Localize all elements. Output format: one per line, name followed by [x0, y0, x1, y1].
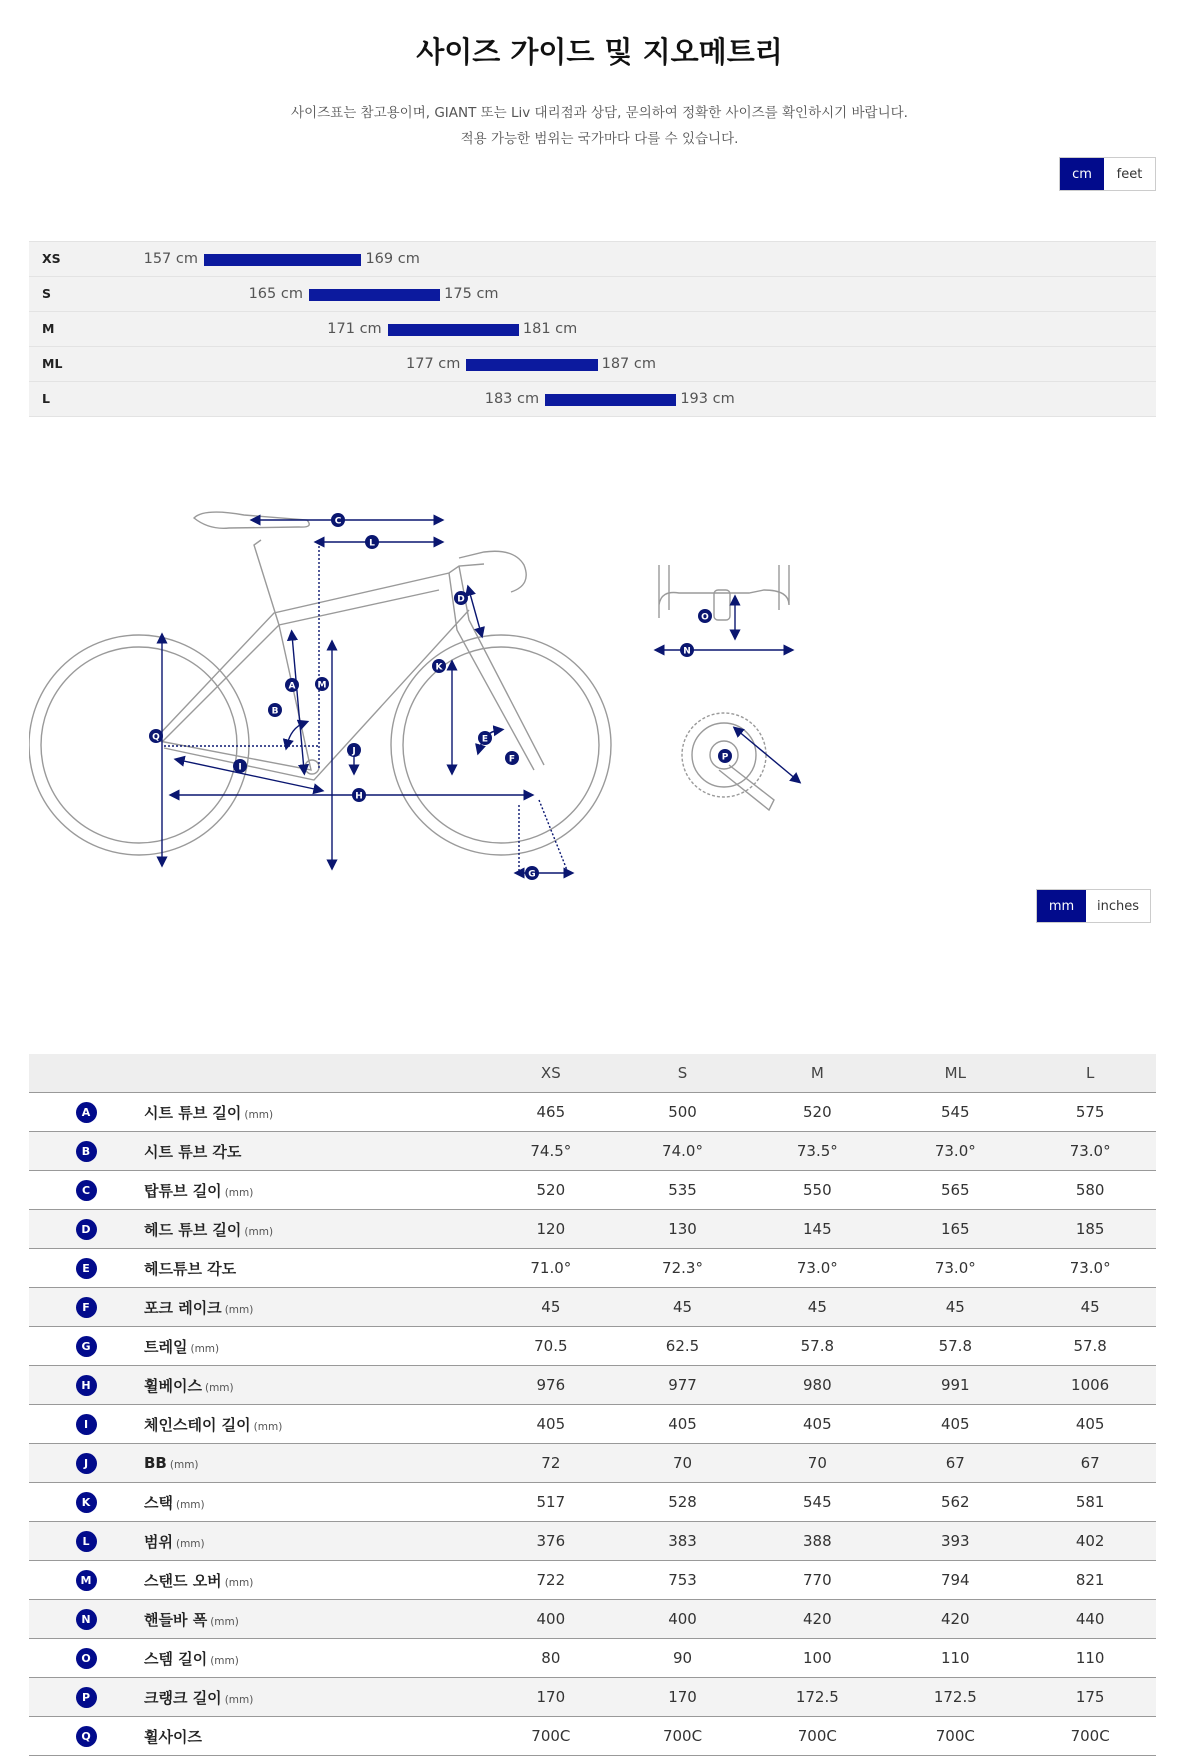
- svg-text:K: K: [435, 662, 443, 673]
- geometry-value: 71.0°: [485, 1249, 617, 1288]
- geometry-unit-toggle: [1036, 889, 1151, 923]
- geometry-value: 100: [748, 1639, 886, 1678]
- unit-label: (mm): [224, 1186, 254, 1199]
- geometry-value: 405: [886, 1405, 1024, 1444]
- geometry-row: [29, 1444, 1156, 1483]
- geometry-value: 562: [886, 1483, 1024, 1522]
- column-header: L: [1024, 1054, 1156, 1093]
- unit-label: (mm): [244, 1225, 274, 1238]
- geometry-row: [29, 1132, 1156, 1171]
- geometry-value: 535: [617, 1171, 749, 1210]
- diagram-badge-c: [331, 513, 345, 527]
- geometry-table-header: [29, 1054, 1156, 1093]
- geometry-row: [29, 1600, 1156, 1639]
- geometry-value: 45: [485, 1288, 617, 1327]
- unit-label: (mm): [204, 1381, 234, 1394]
- geometry-row: [29, 1210, 1156, 1249]
- geometry-value: 170: [485, 1678, 617, 1717]
- geometry-value: 70: [748, 1444, 886, 1483]
- geometry-value: 74.0°: [617, 1132, 749, 1171]
- geometry-value: 977: [617, 1366, 749, 1405]
- size-label: M: [42, 321, 55, 336]
- measure-badge: N: [76, 1609, 97, 1630]
- geometry-row: [29, 1678, 1156, 1717]
- unit-label: (mm): [210, 1615, 239, 1628]
- column-header: XS: [485, 1054, 617, 1093]
- size-label: ML: [42, 356, 63, 371]
- measure-badge: P: [76, 1687, 97, 1708]
- geometry-row: [29, 1366, 1156, 1405]
- geometry-value: 400: [617, 1600, 749, 1639]
- geometry-value: 700C: [1024, 1717, 1156, 1756]
- height-range-bar: [466, 359, 597, 371]
- unit-label: (mm): [175, 1498, 205, 1511]
- geometry-value: 545: [886, 1093, 1024, 1132]
- unit-label: (mm): [210, 1654, 239, 1667]
- geometry-value: 580: [1024, 1171, 1156, 1210]
- geometry-value: 700C: [748, 1717, 886, 1756]
- svg-text:E: E: [481, 734, 489, 745]
- column-header: M: [748, 1054, 886, 1093]
- geometry-value: 45: [886, 1288, 1024, 1327]
- measurement-name: 헤드 튜브 길이 (mm): [143, 1210, 485, 1249]
- cm-unit-button[interactable]: cm: [1060, 158, 1104, 190]
- svg-text:I: I: [238, 762, 242, 773]
- geometry-value: 172.5: [886, 1678, 1024, 1717]
- geometry-value: 73.0°: [748, 1249, 886, 1288]
- height-range-bar: [388, 324, 519, 336]
- geometry-value: 73.0°: [1024, 1132, 1156, 1171]
- geometry-value: 130: [617, 1210, 749, 1249]
- measurement-name: 휠베이스 (mm): [143, 1366, 485, 1405]
- size-range-chart: [29, 241, 1156, 417]
- geometry-value: 1006: [1024, 1366, 1156, 1405]
- diagram-badge-f: [505, 751, 519, 765]
- geometry-value: 700C: [617, 1717, 749, 1756]
- svg-text:H: H: [355, 791, 363, 802]
- diagram-badge-p: [718, 749, 732, 763]
- geometry-row: [29, 1327, 1156, 1366]
- measurement-name: 헤드튜브 각도: [143, 1249, 485, 1288]
- geometry-value: 550: [748, 1171, 886, 1210]
- geometry-value: 120: [485, 1210, 617, 1249]
- diagram-badge-l: [365, 535, 379, 549]
- measurement-name: 스탠드 오버 (mm): [143, 1561, 485, 1600]
- measurement-name: BB (mm): [143, 1444, 485, 1483]
- handlebar-front-view: [659, 565, 789, 620]
- geometry-row: [29, 1288, 1156, 1327]
- measure-badge: K: [76, 1492, 97, 1513]
- geometry-value: 794: [886, 1561, 1024, 1600]
- geometry-value: 70.5: [485, 1327, 617, 1366]
- geometry-value: 57.8: [886, 1327, 1024, 1366]
- geometry-value: 388: [748, 1522, 886, 1561]
- unit-label: (mm): [224, 1576, 254, 1589]
- svg-text:N: N: [683, 646, 691, 657]
- min-height-label: 177 cm: [406, 356, 461, 372]
- svg-text:M: M: [317, 680, 327, 691]
- diagram-badge-i: [233, 759, 247, 773]
- svg-text:D: D: [457, 594, 465, 605]
- geometry-value: 57.8: [748, 1327, 886, 1366]
- measure-badge: H: [76, 1375, 97, 1396]
- size-disclaimer-note: 적용 가능한 범위는 국가마다 다를 수 있습니다.: [460, 131, 739, 147]
- measure-badge: C: [76, 1180, 97, 1201]
- svg-text:L: L: [369, 538, 375, 549]
- geometry-value: 465: [485, 1093, 617, 1132]
- measure-badge: M: [76, 1570, 97, 1591]
- diagram-badge-m: [315, 677, 329, 691]
- column-header: ML: [886, 1054, 1024, 1093]
- max-height-label: 169 cm: [365, 251, 420, 267]
- geometry-value: 90: [617, 1639, 749, 1678]
- unit-label: (mm): [224, 1303, 254, 1316]
- geometry-value: 170: [617, 1678, 749, 1717]
- geometry-value: 575: [1024, 1093, 1156, 1132]
- svg-text:O: O: [701, 612, 709, 623]
- geometry-value: 565: [886, 1171, 1024, 1210]
- measure-badge: O: [76, 1648, 97, 1669]
- diagram-badge-j: [347, 743, 361, 757]
- geometry-value: 62.5: [617, 1327, 749, 1366]
- geometry-value: 67: [1024, 1444, 1156, 1483]
- measure-badge: B: [76, 1141, 97, 1162]
- inches-unit-button[interactable]: inches: [1086, 890, 1150, 922]
- size-disclaimer: 사이즈표는 참고용이며, GIANT 또는 Liv 대리점과 상담, 문의하여 정확한 사이즈를 확인하시기 바랍니다.: [291, 105, 908, 121]
- geometry-value: 405: [1024, 1405, 1156, 1444]
- geometry-row: [29, 1249, 1156, 1288]
- geometry-value: 45: [748, 1288, 886, 1327]
- height-range-bar: [309, 289, 440, 301]
- geometry-value: 722: [485, 1561, 617, 1600]
- svg-text:J: J: [352, 746, 356, 757]
- dimension-lines: [162, 520, 797, 875]
- svg-text:F: F: [508, 754, 516, 765]
- geometry-value: 70: [617, 1444, 749, 1483]
- unit-label: (mm): [175, 1537, 205, 1550]
- size-label: S: [42, 286, 52, 301]
- max-height-label: 175 cm: [444, 286, 499, 302]
- geometry-value: 393: [886, 1522, 1024, 1561]
- geometry-value: 145: [748, 1210, 886, 1249]
- measurement-name: 시트 튜브 길이 (mm): [143, 1093, 485, 1132]
- geometry-row: [29, 1093, 1156, 1132]
- min-height-label: 183 cm: [484, 391, 540, 407]
- measure-badge: L: [76, 1531, 97, 1552]
- measurement-name: 시트 튜브 각도: [143, 1132, 485, 1171]
- svg-text:G: G: [528, 869, 536, 880]
- geometry-value: 376: [485, 1522, 617, 1561]
- geometry-value: 383: [617, 1522, 749, 1561]
- measurement-name: 스템 길이 (mm): [143, 1639, 485, 1678]
- measurement-name: 스택 (mm): [143, 1483, 485, 1522]
- measurement-name: 체인스테이 길이 (mm): [143, 1405, 485, 1444]
- diagram-badge-d: [454, 591, 468, 605]
- size-range-row: [29, 242, 1156, 277]
- measurement-name: 휠사이즈: [143, 1717, 485, 1756]
- diagram-badge-o: [698, 609, 712, 623]
- geometry-value: 110: [1024, 1639, 1156, 1678]
- max-height-label: 193 cm: [680, 391, 735, 407]
- min-height-label: 157 cm: [143, 251, 198, 267]
- geometry-value: 165: [886, 1210, 1024, 1249]
- geometry-value: 520: [485, 1171, 617, 1210]
- feet-unit-button[interactable]: feet: [1104, 158, 1155, 190]
- geometry-value: 80: [485, 1639, 617, 1678]
- geometry-value: 45: [617, 1288, 749, 1327]
- geometry-row: [29, 1522, 1156, 1561]
- geometry-value: 405: [617, 1405, 749, 1444]
- geometry-value: 67: [886, 1444, 1024, 1483]
- svg-text:B: B: [271, 706, 279, 717]
- size-range-row: [29, 347, 1156, 382]
- geometry-value: 400: [485, 1600, 617, 1639]
- geometry-value: 700C: [886, 1717, 1024, 1756]
- measure-badge: E: [76, 1258, 97, 1279]
- diagram-badge-q: [149, 729, 163, 743]
- column-header: S: [617, 1054, 749, 1093]
- geometry-value: 991: [886, 1366, 1024, 1405]
- measure-badge: Q: [76, 1726, 97, 1747]
- geometry-value: 185: [1024, 1210, 1156, 1249]
- geometry-value: 700C: [485, 1717, 617, 1756]
- geometry-value: 976: [485, 1366, 617, 1405]
- measure-badge: G: [76, 1336, 97, 1357]
- measure-badge: A: [76, 1102, 97, 1123]
- geometry-value: 500: [617, 1093, 749, 1132]
- measurement-name: 트레일 (mm): [143, 1327, 485, 1366]
- measure-badge: I: [76, 1414, 97, 1435]
- geometry-row: [29, 1561, 1156, 1600]
- geometry-value: 72: [485, 1444, 617, 1483]
- diagram-badge-n: [680, 643, 694, 657]
- geometry-value: 821: [1024, 1561, 1156, 1600]
- measure-badge: J: [76, 1453, 97, 1474]
- geometry-value: 73.5°: [748, 1132, 886, 1171]
- diagram-badge-k: [432, 659, 446, 673]
- min-height-label: 165 cm: [248, 286, 303, 302]
- diagram-badge-a: [285, 678, 299, 692]
- size-label: L: [42, 391, 50, 406]
- geometry-value: 73.0°: [886, 1249, 1024, 1288]
- measurement-name: 크랭크 길이 (mm): [143, 1678, 485, 1717]
- max-height-label: 187 cm: [601, 356, 656, 372]
- geometry-value: 73.0°: [886, 1132, 1024, 1171]
- diagram-badge-e: [478, 731, 492, 745]
- unit-label: (mm): [169, 1459, 199, 1471]
- geometry-value: 175: [1024, 1678, 1156, 1717]
- geometry-value: 528: [617, 1483, 749, 1522]
- unit-label: (mm): [224, 1693, 254, 1706]
- geometry-value: 520: [748, 1093, 886, 1132]
- bike-geometry-diagram: [29, 470, 819, 920]
- min-height-label: 171 cm: [327, 321, 382, 337]
- height-range-bar: [204, 254, 361, 266]
- geometry-value: 57.8: [1024, 1327, 1156, 1366]
- geometry-row: [29, 1717, 1156, 1756]
- svg-text:A: A: [288, 681, 296, 692]
- svg-text:P: P: [721, 752, 729, 763]
- geometry-value: 172.5: [748, 1678, 886, 1717]
- diagram-badge-g: [525, 866, 539, 880]
- unit-label: (mm): [190, 1342, 220, 1355]
- geometry-value: 402: [1024, 1522, 1156, 1561]
- geometry-value: 72.3°: [617, 1249, 749, 1288]
- geometry-value: 545: [748, 1483, 886, 1522]
- size-range-row: [29, 382, 1156, 417]
- geometry-value: 581: [1024, 1483, 1156, 1522]
- unit-label: (mm): [253, 1420, 283, 1433]
- geometry-value: 980: [748, 1366, 886, 1405]
- svg-text:C: C: [334, 516, 342, 527]
- svg-text:Q: Q: [152, 732, 160, 743]
- size-range-row: [29, 277, 1156, 312]
- unit-label: (mm): [244, 1108, 274, 1121]
- geometry-value: 440: [1024, 1600, 1156, 1639]
- diagram-badge-b: [268, 703, 282, 717]
- geometry-value: 73.0°: [1024, 1249, 1156, 1288]
- height-range-bar: [545, 394, 676, 406]
- measure-badge: F: [76, 1297, 97, 1318]
- geometry-value: 74.5°: [485, 1132, 617, 1171]
- geometry-value: 420: [748, 1600, 886, 1639]
- mm-unit-button[interactable]: mm: [1037, 890, 1086, 922]
- geometry-row: [29, 1405, 1156, 1444]
- size-range-row: [29, 312, 1156, 347]
- geometry-value: 770: [748, 1561, 886, 1600]
- geometry-value: 45: [1024, 1288, 1156, 1327]
- geometry-value: 517: [485, 1483, 617, 1522]
- size-label: XS: [42, 251, 61, 266]
- max-height-label: 181 cm: [522, 321, 578, 337]
- page-title: 사이즈 가이드 및 지오메트리: [416, 35, 783, 69]
- geometry-value: 405: [748, 1405, 886, 1444]
- measurement-name: 범위 (mm): [143, 1522, 485, 1561]
- measure-badge: D: [76, 1219, 97, 1240]
- geometry-value: 110: [886, 1639, 1024, 1678]
- measurement-name: 포크 레이크 (mm): [143, 1288, 485, 1327]
- geometry-row: [29, 1639, 1156, 1678]
- geometry-table: [29, 1054, 1156, 1756]
- geometry-row: [29, 1483, 1156, 1522]
- height-unit-toggle: [1059, 157, 1156, 191]
- measurement-name: 핸들바 폭 (mm): [143, 1600, 485, 1639]
- geometry-row: [29, 1171, 1156, 1210]
- geometry-value: 405: [485, 1405, 617, 1444]
- measurement-name: 탑튜브 길이 (mm): [143, 1171, 485, 1210]
- geometry-value: 753: [617, 1561, 749, 1600]
- geometry-value: 420: [886, 1600, 1024, 1639]
- diagram-badge-h: [352, 788, 366, 802]
